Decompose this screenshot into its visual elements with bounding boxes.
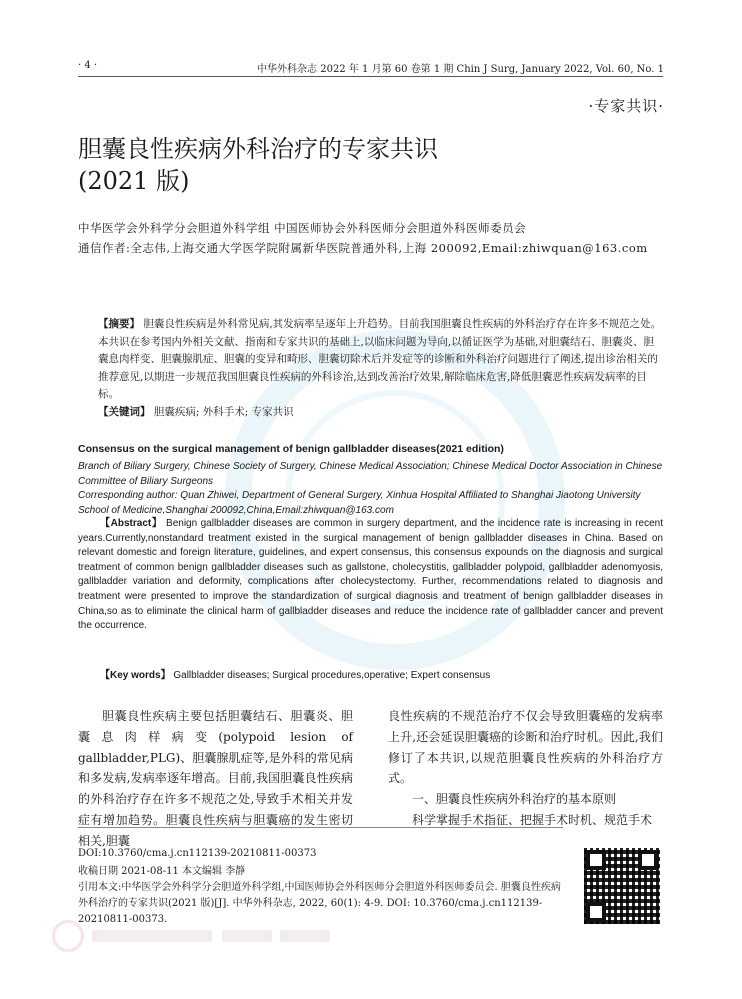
journal-running-head: 中华外科杂志 2022 年 1 月第 60 卷第 1 期 Chin J Surg, January 2022, Vol. 60, No. 1 — [257, 64, 664, 75]
section-tag: ·专家共识· — [588, 97, 664, 115]
qr-finder-top-right — [638, 850, 658, 870]
publisher-name-graphic — [92, 930, 212, 942]
english-affiliation: Branch of Biliary Surgery, Chinese Society of Surgery, Chinese Medical Association; Chinese Medical Doctor Association in Chinese Committee of Biliary Surgeons — [78, 461, 663, 487]
keywords-en-label: 【Key words】 — [100, 670, 171, 681]
body-right-paragraph1: 良性疾病的不规范治疗不仅会导致胆囊癌的发病率上升,还会延误胆囊癌的诊断和治疗时机。因此,我们修订了本共识,以规范胆囊良性疾病的外科治疗方式。 — [388, 709, 663, 786]
received-date: 收稿日期 2021-08-11 本文编辑 李静 — [78, 866, 246, 877]
qr-finder-bottom-left — [586, 902, 606, 922]
doi: DOI:10.3760/cma.j.cn112139-20210811-00373 — [78, 848, 317, 859]
keywords-zh-label: 【关键词】 — [98, 405, 151, 418]
keywords-zh: 胆囊疾病; 外科手术; 专家共识 — [153, 405, 294, 418]
english-keywords — [100, 666, 490, 681]
english-corresponding: Corresponding author: Quan Zhiwei, Department of General Surgery, Xinhua Hospital Affiliated to Shanghai Jiaotong University School of Medicine,Shanghai 200092,China,Email:zhiwquan@163.com — [78, 490, 641, 516]
body-left-column: 胆囊良性疾病主要包括胆囊结石、胆囊炎、胆囊息肉样病变(polypoid lesion of gallbladder,PLG)、胆囊腺肌症等,是外科的常见病和多发病,发病率逐年增高。目前,我国胆囊良性疾病的外科治疗存在许多不规范之处,导致手术相关并发症有增加趋势。胆囊良性疾病与胆囊癌的发生密切相关,胆囊 — [78, 709, 353, 848]
body-right-column — [388, 706, 663, 831]
publisher-logo-mark-2 — [280, 930, 330, 942]
footnote-rule — [78, 827, 563, 828]
abstract-zh-label: 【摘要】 — [98, 318, 140, 330]
english-title: Consensus on the surgical management of benign gallbladder diseases(2021 edition) — [78, 443, 504, 455]
publisher-seal-icon — [52, 920, 84, 952]
english-affiliation-block — [78, 460, 663, 518]
section-heading-1: 一、胆囊良性疾病外科治疗的基本原则 — [412, 792, 617, 807]
header-rule — [78, 76, 663, 77]
author-groups: 中华医学会外科学分会胆道外科学组 中国医师协会外科医师分会胆道外科医师委员会 — [78, 221, 527, 235]
keywords-en: Gallbladder diseases; Surgical procedures,operative; Expert consensus — [173, 670, 491, 681]
abstract-zh-text: 胆囊良性疾病是外科常见病,其发病率呈逐年上升趋势。目前我国胆囊良性疾病的外科治疗存在许多不规范之处。本共识在参考国内外相关文献、指南和专家共识的基础上,以临床问题为导向,以循证医学为基础,对胆囊结石、胆囊炎、胆囊息肉样变、胆囊腺肌症、胆囊的变异和畸形、胆囊切除术后并发症等的诊断和外科治疗问题进行了阐述,提出诊治相关的推荐意见,以期进一步规范我国胆囊良性疾病的外科诊治,达到改善治疗效果,解除临床危害,降低胆囊恶性疾病发病率的目标。 — [98, 318, 662, 401]
chinese-abstract — [98, 316, 663, 422]
author-block — [78, 218, 663, 258]
qr-finder-top-left — [586, 850, 606, 870]
qr-code — [581, 845, 663, 927]
citation: 引用本文:中华医学会外科学分会胆道外科学组,中国医师协会外科医师分会胆道外科医师委员会. 胆囊良性疾病外科治疗的专家共识(2021 版)[J]. 中华外科杂志, 2022, 60(1): 4-9. DOI: 10.3760/cma.j.cn112139-20210811-00373. — [78, 882, 561, 925]
article-title-line1: 胆囊良性疾病外科治疗的专家共识 — [78, 135, 438, 163]
publisher-logo — [52, 920, 352, 954]
body-right-paragraph2: 科学掌握手术指征、把握手术时机、规范手术 — [412, 812, 653, 827]
abstract-en-text: Benign gallbladder diseases are common in surgery department, and the incidence rate is increasing in recent years.Currently,nonstandard treatment existed in the surgical management of benign gallbladder diseases in China. Based on relevant domestic and foreign literature, guidelines, and expert consensus, this consensus expounds on the diagnosis and surgical treatment of common benign gallbladder diseases such as gallstone, cholecystitis, gallbladder polypoid, gallbladder adenomyosis, gallbladder variation and deformity, complications after cholecystectomy. Further, recommendations related to diagnosis and treatment were presented to improve the standardization of surgical diagnosis and treatment of benign gallbladder diseases in China,so as to eliminate the clinical harm of gallbladder diseases and reduce the incidence rate of gallbladder cancer and prevent the occurrence. — [78, 518, 663, 632]
corresponding-author: 通信作者:全志伟,上海交通大学医学院附属新华医院普通外科,上海 200092,Email:zhiwquan@163.com — [78, 241, 648, 255]
abstract-en-label: 【Abstract】 — [100, 518, 163, 529]
english-abstract — [78, 517, 663, 634]
page-number: · 4 · — [78, 60, 98, 71]
article-title-line2: (2021 版) — [78, 167, 190, 195]
publisher-logo-mark — [222, 930, 272, 942]
article-title — [78, 133, 638, 197]
